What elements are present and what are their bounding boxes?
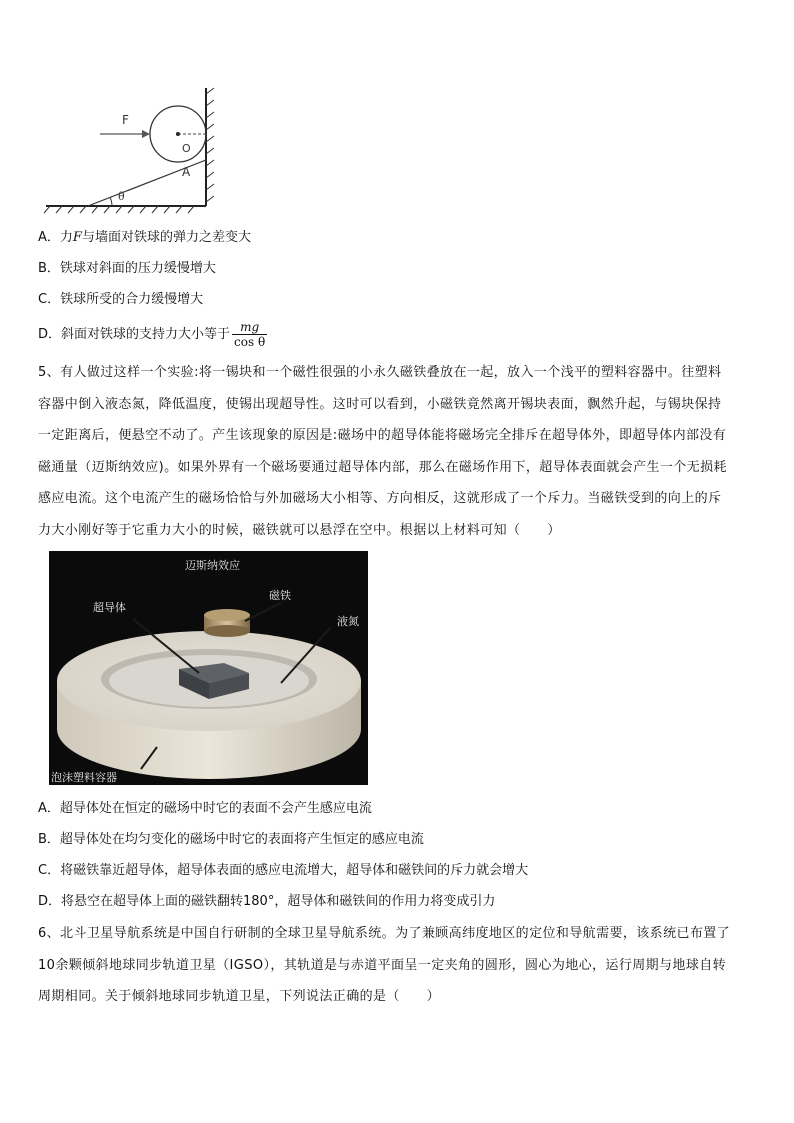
q5-line: 容器中倒入液态氮，降低温度，使锡出现超导性。这时可以看到，小磁铁竟然离开锡块表面，飘然升起，与锡块保持 (38, 396, 722, 412)
q4-option-d: D．斜面对铁球的支持力大小等于 $\frac{mg}{\text{cos θ}}$ (38, 320, 266, 349)
q5-line: 5、有人做过这样一个实验:将一锡块和一个磁性很强的小永久磁铁叠放在一起，放入一个浅平的塑料容器中。往塑料 (38, 365, 722, 380)
incline-ball-diagram (40, 84, 220, 216)
q4-option-b: B．铁球对斜面的压力缓慢增大 (38, 261, 216, 276)
q5-option-b: B．超导体处在均匀变化的磁场中时它的表面将产生恒定的感应电流 (38, 832, 424, 847)
label-magnet: 磁铁 (269, 589, 291, 602)
fraction-mg-over-cos-theta: $\frac{mg}{\text{cos θ}}$ (234, 320, 266, 349)
q6-stem (38, 918, 766, 1013)
angle-arc (110, 197, 112, 206)
q6-line: 10余颗倾斜地球同步轨道卫星（IGSO），其轨道是与赤道平面呈一定夹角的圆形，圆心为地心，运行周期与地球自转 (38, 957, 727, 973)
label-A: A (182, 165, 191, 179)
q5-option-a: A．超导体处在恒定的磁场中时它的表面不会产生感应电流 (38, 801, 372, 816)
label-foam-container: 泡沫塑料容器 (51, 771, 117, 784)
q6-line: 周期相同。关于倾斜地球同步轨道卫星，下列说法正确的是（ ） (38, 989, 441, 1004)
q4-option-a: A．力F与墙面对铁球的弹力之差变大 (38, 230, 251, 245)
q5-line: 一定距离后，便悬空不动了。产生该现象的原因是:磁场中的超导体能将磁场完全排斥在超导体外，即超导体内部没有 (38, 428, 727, 443)
label-theta: θ (118, 190, 125, 203)
meissner-effect-photo (49, 551, 368, 785)
q5-line: 感应电流。这个电流产生的磁场恰恰与外加磁场大小相等、方向相反，这就形成了一个斥力。当磁铁受到的向上的斥 (38, 491, 722, 506)
label-O: O (182, 142, 191, 155)
q6-line: 6、北斗卫星导航系统是中国自行研制的全球卫星导航系统。为了兼顾高纬度地区的定位和导航需要，该系统已布置了 (38, 926, 731, 941)
photo-title: 迈斯纳效应 (185, 559, 240, 572)
label-F: F (122, 113, 129, 127)
label-liquid-nitrogen: 液氮 (337, 615, 359, 628)
label-superconductor: 超导体 (93, 601, 126, 614)
q4-option-c: C．铁球所受的合力缓慢增大 (38, 292, 204, 307)
q5-line: 磁通量（迈斯纳效应)。如果外界有一个磁场要通过超导体内部，那么在磁场作用下，超导体表面就会产生一个无损耗 (38, 459, 727, 475)
q5-line: 力大小刚好等于它重力大小的时候，磁铁就可以悬浮在空中。根据以上材料可知（ ） (38, 522, 561, 538)
q5-stem (38, 357, 766, 546)
q5-option-c: C．将磁铁靠近超导体，超导体表面的感应电流增大，超导体和磁铁间的斥力就会增大 (38, 863, 529, 878)
q5-option-d: D．将悬空在超导体上面的磁铁翻转180°，超导体和磁铁间的作用力将变成引力 (38, 894, 496, 909)
